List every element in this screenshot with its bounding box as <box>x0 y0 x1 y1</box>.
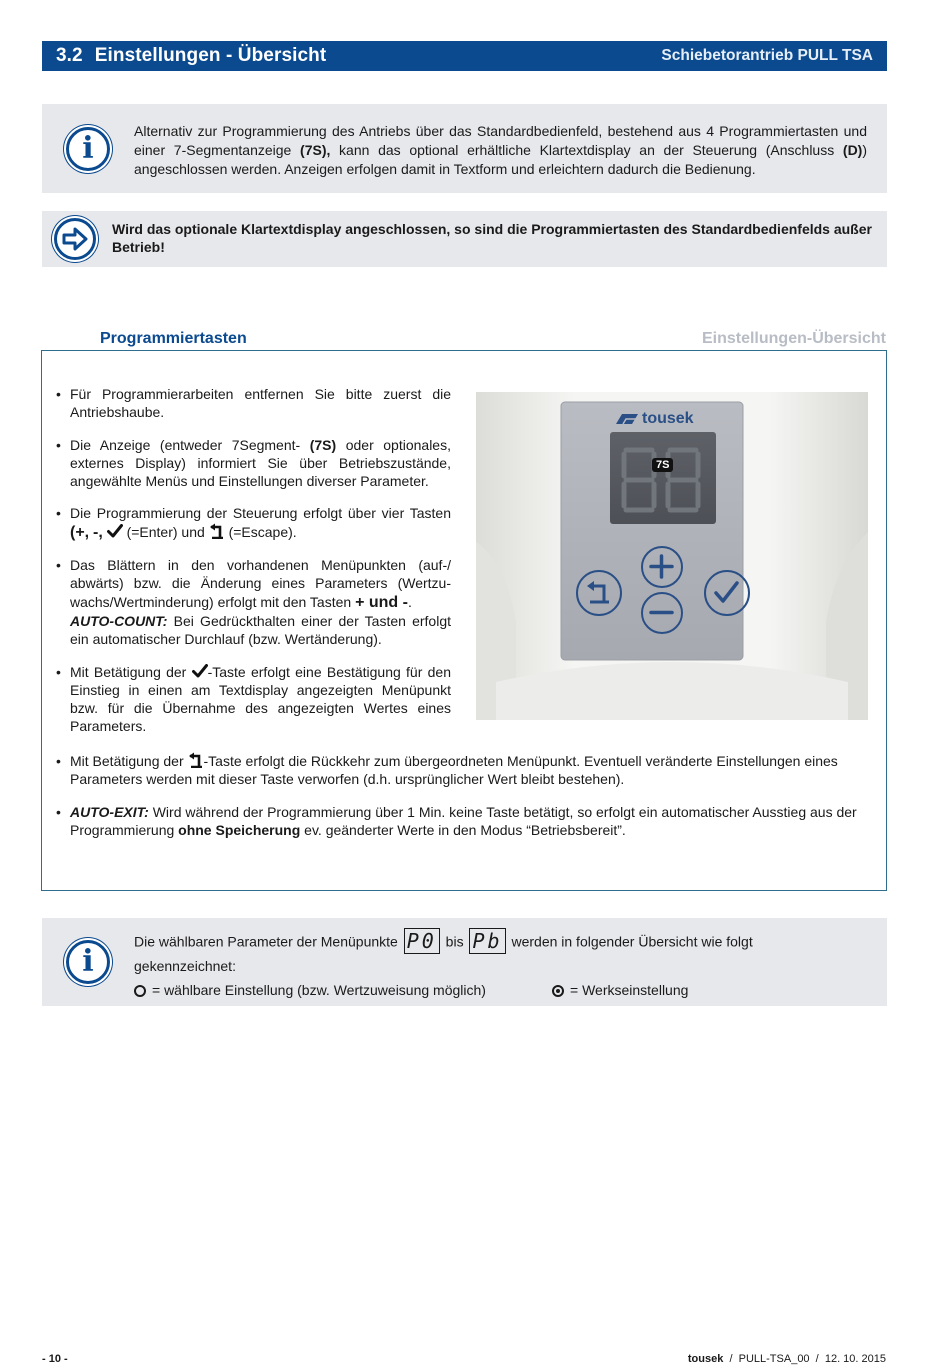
segment-p0-text: P0 <box>406 929 437 953</box>
auto-exit-label: AUTO-EXIT: <box>70 803 149 820</box>
legend-text-b: werden in folgender Übersicht wie folgt gekennzeichnet: <box>134 933 753 974</box>
auto-count-text: Bei Gedrückthalten einer der Tasten erfolgt ein automatischer Durchlauf (bzw. Wertänderung). <box>70 612 451 648</box>
enter-button[interactable] <box>704 570 750 616</box>
footer-doc-info <box>688 1353 886 1365</box>
bullet-4-end: . <box>407 593 412 610</box>
product-name: Schiebetorantrieb PULL TSA <box>661 47 873 64</box>
open-circle-icon <box>134 985 146 997</box>
auto-count-label: AUTO-COUNT: <box>70 612 168 629</box>
info-box-intro-text <box>134 122 867 179</box>
legend-default <box>552 981 688 1000</box>
intro-text-b: kann das optional erhältliche Klartextdisplay an der Steuerung (Anschluss <box>330 142 843 158</box>
legend-selectable <box>134 981 486 1000</box>
bullet-item <box>56 803 859 840</box>
segment-box-p0 <box>404 928 440 954</box>
legend-selectable-text: = wählbare Einstellung (bzw. Wertzuweisung möglich) <box>152 982 486 998</box>
bullet-7-text-a: Wird während der Programmierung über 1 Min. keine Taste betätigt, so erfolgt ein automatischer Ausstieg aus der Programmierung <box>70 803 857 838</box>
segment-box-pb <box>469 928 505 954</box>
bullet-5-text-a: Mit Betätigung der <box>70 663 192 680</box>
programming-keys-heading: Programmiertasten <box>100 330 247 347</box>
section-header <box>42 41 887 71</box>
plus-button[interactable] <box>641 546 683 588</box>
display-label-7s: 7S <box>652 458 673 472</box>
segment-pb-text: Pb <box>472 929 503 953</box>
plus-minus-keys: + und - <box>355 593 408 611</box>
settings-overview-heading: Einstellungen-Übersicht <box>701 330 886 347</box>
bullet-5-text-b: -Taste erfolgt eine Bestätigung für den Einstieg in einen am Textdisplay angezeigten Menüpunkt bzw. für die Übernahme des angezeigten Wertes eines Parameters. <box>70 663 451 735</box>
bullet-2-bold: (7S) <box>309 436 337 453</box>
minus-button[interactable] <box>641 592 683 634</box>
escape-return-icon <box>209 523 225 539</box>
brand-logo <box>616 410 694 428</box>
bullet-6-text-b: -Taste erfolgt die Rückkehr zum übergeordneten Menüpunkt. Eventuell veränderte Einstellungen eines Parameters werden mit dieser Taste verworfen (d.h. ursprünglicher Wert bleibt bestehen). <box>70 753 838 788</box>
legend-text-a: Die wählbaren Parameter der Menüpunkte <box>134 933 402 950</box>
check-icon <box>107 524 123 538</box>
intro-bold-7s: (7S), <box>300 142 331 158</box>
arrow-right-icon <box>54 218 96 260</box>
bullet-6-text-a: Mit Betätigung der <box>70 753 188 769</box>
legend-default-text: = Werkseinstellung <box>570 982 689 998</box>
info-box-legend <box>42 918 887 1006</box>
bullet-2-text-b: oder optionales, externes Display) informiert Sie über Betriebszustände, angewählte Menüs und Einstellungen diverser Parameter. <box>70 436 451 490</box>
note-box <box>42 211 887 267</box>
check-icon <box>706 572 747 613</box>
bullet-item <box>56 752 859 789</box>
section-title-text: Einstellungen - Übersicht <box>94 45 327 66</box>
control-panel-photo <box>476 392 868 720</box>
intro-text-a: Alternativ zur Programmierung des Antriebs über das Standardbedienfeld, bestehend aus 4 Programmiertasten und einer 7-Segmentanzeige <box>134 123 867 158</box>
info-icon: i <box>66 127 110 171</box>
minus-key-symbol: -, <box>93 523 103 541</box>
brand-name: tousek <box>642 410 694 427</box>
page-number: - 10 - <box>42 1353 68 1365</box>
info-box-intro <box>42 104 887 193</box>
plus-key-symbol: (+, <box>70 523 90 541</box>
bullet-item <box>56 556 451 648</box>
intro-text-c: ) angeschlossen werden. Anzeigen erfolgen damit in Textform und erleichtern dadurch die Bedienung. <box>134 142 868 177</box>
bullet-item <box>56 385 451 422</box>
bullet-item <box>56 504 451 542</box>
plus-icon <box>643 548 680 585</box>
bullet-1-text: Für Programmierarbeiten entfernen Sie bitte zuerst die Antriebshaube. <box>70 386 451 421</box>
bullet-2-text-a: Die Anzeige (entweder 7Segment- <box>70 436 310 453</box>
dotted-circle-icon <box>552 985 564 997</box>
escape-return-icon <box>578 572 619 613</box>
footer-brand: tousek <box>687 1353 724 1365</box>
bullet-3-text-a: Die Programmierung der Steuerung erfolgt über vier Tasten <box>70 505 451 522</box>
bullet-7-bold: ohne Speicherung <box>178 821 301 838</box>
bullet-7-text-b: ev. geänderter Werte in den Modus “Betriebsbereit”. <box>300 821 626 838</box>
info-icon: i <box>66 940 110 984</box>
intro-bold-d: (D) <box>842 142 863 158</box>
bullet-item <box>56 436 451 491</box>
note-text: Wird das optionale Klartextdisplay angeschlossen, so sind die Programmiertasten des Standardbedienfelds außer Betrieb! <box>112 221 872 255</box>
bullet-3-escape: (=Escape). <box>224 523 297 540</box>
section-title <box>56 45 326 67</box>
bullet-list-wide <box>56 752 859 839</box>
bullet-3-enter: (=Enter) und <box>122 523 209 540</box>
bullet-4-text-a: Das Blättern in den vorhandenen Menüpunkten (auf-/ abwärts) bzw. die Änderung eines Parameters (Wertzuwachs/Wertminderung) erfolgt mit den Tasten <box>70 557 451 610</box>
escape-return-icon <box>188 752 204 768</box>
bullet-list-left <box>56 385 451 736</box>
minus-icon <box>643 594 680 631</box>
legend-text-bis: bis <box>441 933 468 950</box>
legend-intro-text <box>134 930 854 976</box>
footer-doc-ref: / PULL-TSA_00 / 12. 10. 2015 <box>723 1353 886 1365</box>
section-number: 3.2 <box>56 45 83 66</box>
check-icon <box>192 664 208 678</box>
bullet-item <box>56 663 451 736</box>
brand-logo-mark-icon <box>616 414 638 424</box>
escape-button[interactable] <box>576 570 622 616</box>
